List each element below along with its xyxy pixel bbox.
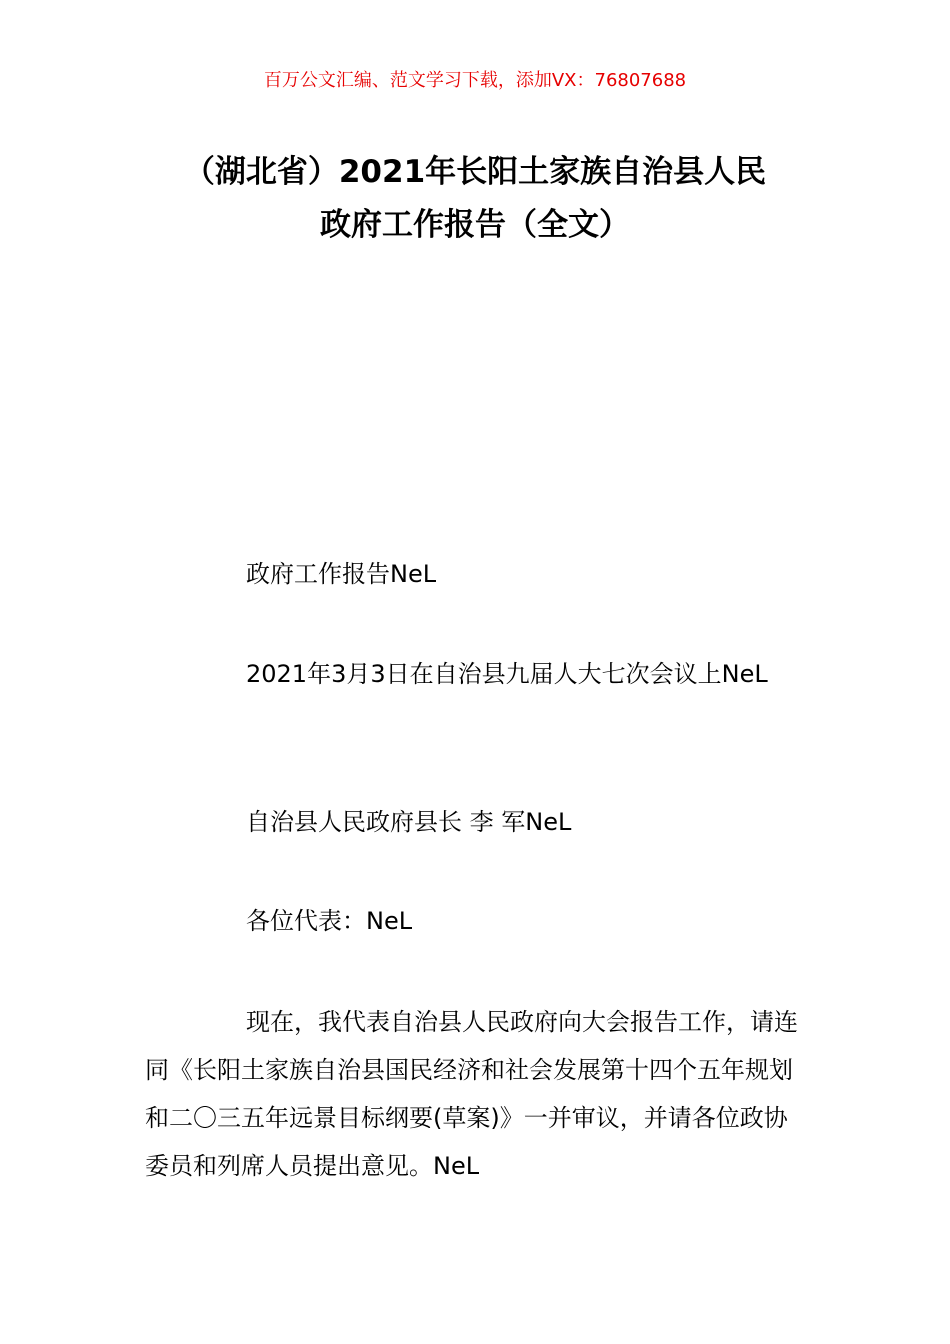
speaker-paragraph: 自治县人民政府县长 李 军NeL bbox=[246, 808, 572, 836]
report-heading-paragraph: 政府工作报告NeL bbox=[246, 560, 437, 588]
opening-paragraph: 现在，我代表自治县人民政府向大会报告工作，请连同《长阳土家族自治县国民经济和社会发展第十四个五年规划和二〇三五年远景目标纲要(草案)》一并审议，并请各位政协委员和列席人员提出意见。NeL bbox=[145, 1008, 798, 1180]
salutation-paragraph: 各位代表：NeL bbox=[246, 907, 413, 935]
document-title-line-2: 政府工作报告（全文） bbox=[320, 207, 630, 243]
document-title-line-1: （湖北省）2021年长阳土家族自治县人民 bbox=[183, 154, 767, 190]
meeting-date-paragraph: 2021年3月3日在自治县九届人大七次会议上NeL bbox=[246, 660, 768, 688]
document-title bbox=[100, 146, 850, 252]
promo-header-note: 百万公文汇编、范文学习下载，添加VX：76807688 bbox=[263, 70, 687, 91]
